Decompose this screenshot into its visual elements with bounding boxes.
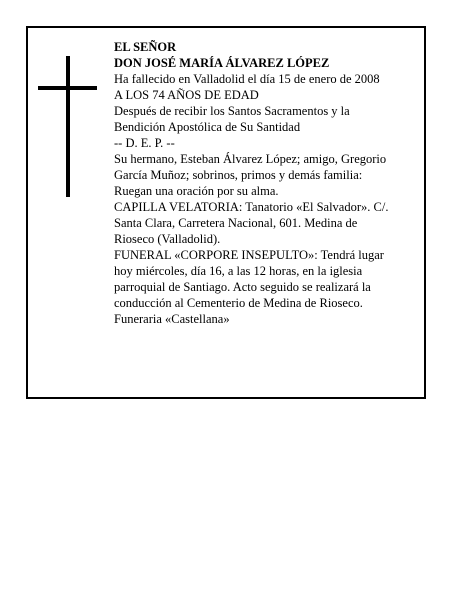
cross-icon-horizontal bbox=[38, 86, 97, 90]
dep-line: -- D. E. P. -- bbox=[114, 136, 175, 150]
sacraments-line-2: Bendición Apostólica de Su Santidad bbox=[114, 120, 301, 134]
family-line-1: Su hermano, Esteban Álvarez López; amigo, Gregorio bbox=[114, 152, 387, 166]
family-line-2: García Muñoz; sobrinos, primos y demás familia: bbox=[114, 168, 363, 182]
funeral-home-line: Funeraria «Castellana» bbox=[114, 312, 230, 326]
honorific-line: EL SEÑOR bbox=[114, 40, 177, 54]
prayer-line: Ruegan una oración por su alma. bbox=[114, 184, 279, 198]
death-notice bbox=[26, 26, 426, 399]
cross-icon-vertical bbox=[66, 56, 70, 197]
funeral-line-4: conducción al Cementerio de Medina de Rioseco. bbox=[114, 296, 363, 310]
chapel-line-2: Santa Clara, Carretera Nacional, 601. Medina de bbox=[114, 216, 358, 230]
funeral-line-3: parroquial de Santiago. Acto seguido se realizará la bbox=[114, 280, 371, 294]
funeral-line-2: hoy miércoles, día 16, a las 12 horas, en la iglesia bbox=[114, 264, 363, 278]
funeral-line-1: FUNERAL «CORPORE INSEPULTO»: Tendrá lugar bbox=[114, 248, 384, 262]
deceased-name: DON JOSÉ MARÍA ÁLVAREZ LÓPEZ bbox=[114, 56, 330, 70]
notice-text bbox=[114, 39, 419, 327]
sacraments-line-1: Después de recibir los Santos Sacramentos y la bbox=[114, 104, 350, 118]
death-date-line: Ha fallecido en Valladolid el día 15 de enero de 2008 bbox=[114, 72, 380, 86]
chapel-line-3: Rioseco (Valladolid). bbox=[114, 232, 221, 246]
age-line: A LOS 74 AÑOS DE EDAD bbox=[114, 88, 259, 102]
chapel-line-1: CAPILLA VELATORIA: Tanatorio «El Salvador». C/. bbox=[114, 200, 389, 214]
